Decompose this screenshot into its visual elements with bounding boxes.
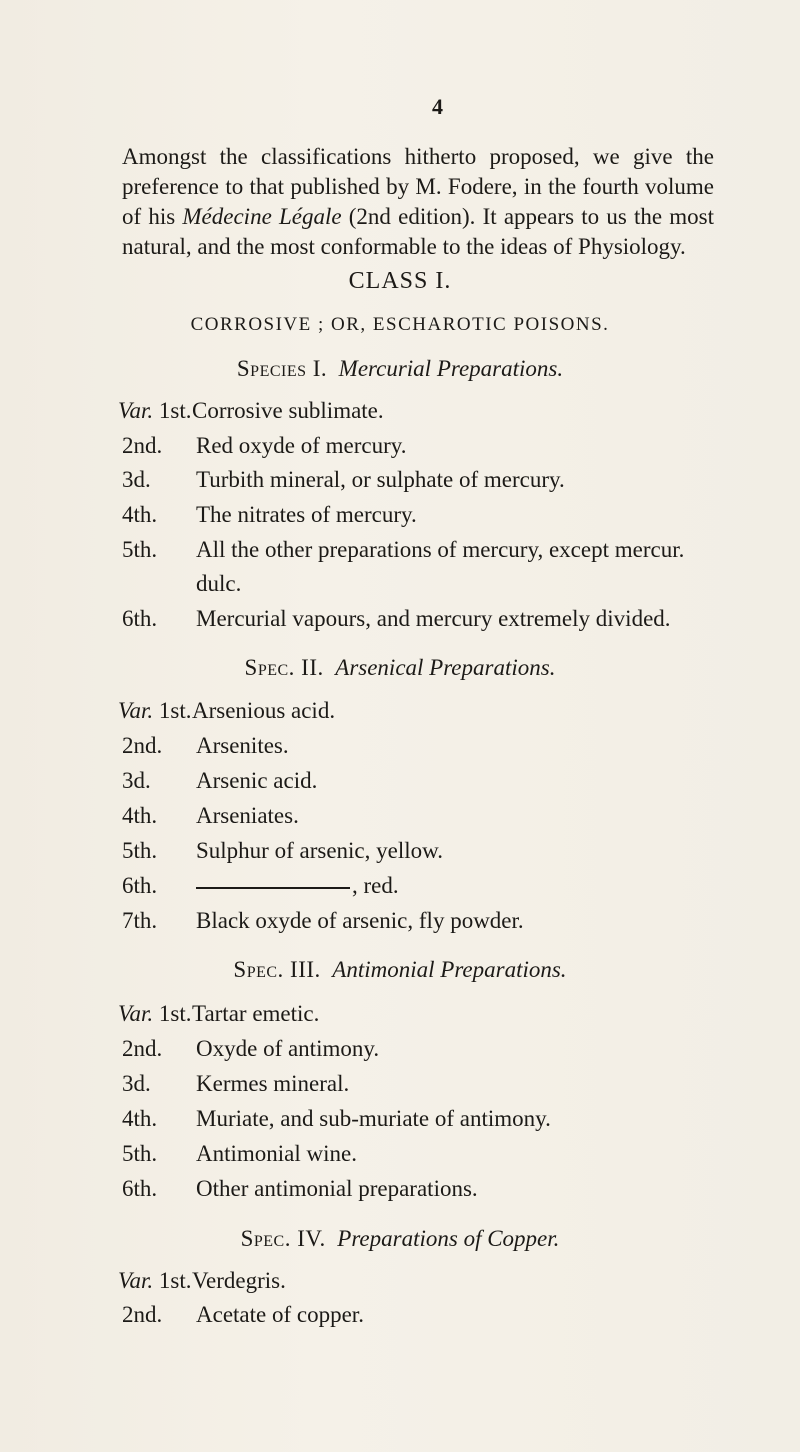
list-item: 6th. Mercurial vapours, and mercury extremely divided.: [122, 606, 671, 631]
intro-text-part2: (2nd edition). It appears to us the most natural, and the most conformable to the ideas of Physiology.: [122, 204, 715, 259]
var-prefix: Var.: [118, 1268, 154, 1293]
list-item: 4th. The nitrates of mercury.: [122, 502, 417, 527]
list-item: 5th. Antimonial wine.: [122, 1141, 357, 1166]
var-prefix: Var.: [118, 698, 154, 723]
species-1-heading: [0, 356, 800, 382]
species-1-label: Species I.: [236, 356, 328, 381]
var-prefix: Var.: [118, 1001, 154, 1026]
intro-paragraph: [122, 142, 714, 262]
list-item: 2nd. Red oxyde of mercury.: [122, 433, 407, 458]
species-2-heading: [0, 655, 800, 681]
class-subtitle: CORROSIVE ; OR, ESCHAROTIC POISONS.: [190, 314, 610, 335]
list-item: 2nd. Acetate of copper.: [122, 1302, 364, 1327]
list-item: 6th. , red.: [122, 873, 399, 898]
list-item: 2nd. Oxyde of antimony.: [122, 1036, 380, 1061]
list-item-continuation: dulc.: [196, 571, 242, 596]
list-item: 3d. Arsenic acid.: [122, 768, 318, 793]
ditto-dash: [196, 887, 350, 889]
list-item: 4th. Arseniates.: [122, 803, 299, 828]
species-3-name: Antimonial Preparations.: [332, 957, 567, 982]
list-item: 5th. Sulphur of arsenic, yellow.: [122, 838, 443, 863]
intro-book-title: Médecine Légale: [182, 204, 342, 229]
list-item: 3d. Turbith mineral, or sulphate of mercury.: [122, 467, 565, 492]
species-3-heading: [0, 957, 800, 983]
species-2-name: Arsenical Preparations.: [335, 655, 556, 680]
list-item: Var. 1st.Tartar emetic.: [118, 1001, 320, 1026]
page-number: 4: [432, 94, 443, 119]
list-item: Var. 1st.Corrosive sublimate.: [118, 398, 384, 423]
species-3-label: Spec. III.: [233, 957, 321, 982]
list-item: 5th. All the other preparations of mercury, except mercur.: [122, 537, 685, 562]
list-item: 2nd. Arsenites.: [122, 733, 289, 758]
species-4-name: Preparations of Copper.: [337, 1226, 560, 1251]
intro-text-part1: Amongst the classifications hitherto proposed, we give the preference to that published by M. Fodere, in the fourth volume of his: [122, 144, 714, 229]
list-item: Var. 1st.Verdegris.: [118, 1268, 286, 1293]
list-item: 3d. Kermes mineral.: [122, 1071, 350, 1096]
species-2-label: Spec. II.: [244, 655, 324, 680]
list-item: Var. 1st.Arsenious acid.: [118, 698, 336, 723]
species-4-heading: [0, 1226, 800, 1252]
list-item: 6th. Other antimonial preparations.: [122, 1176, 478, 1201]
species-1-name: Mercurial Preparations.: [338, 356, 564, 381]
var-prefix: Var.: [118, 398, 154, 423]
list-item: 4th. Muriate, and sub-muriate of antimony.: [122, 1106, 551, 1131]
species-4-label: Spec. IV.: [240, 1226, 326, 1251]
class-title: CLASS I.: [348, 268, 452, 294]
list-item: 7th. Black oxyde of arsenic, fly powder.: [122, 908, 524, 933]
